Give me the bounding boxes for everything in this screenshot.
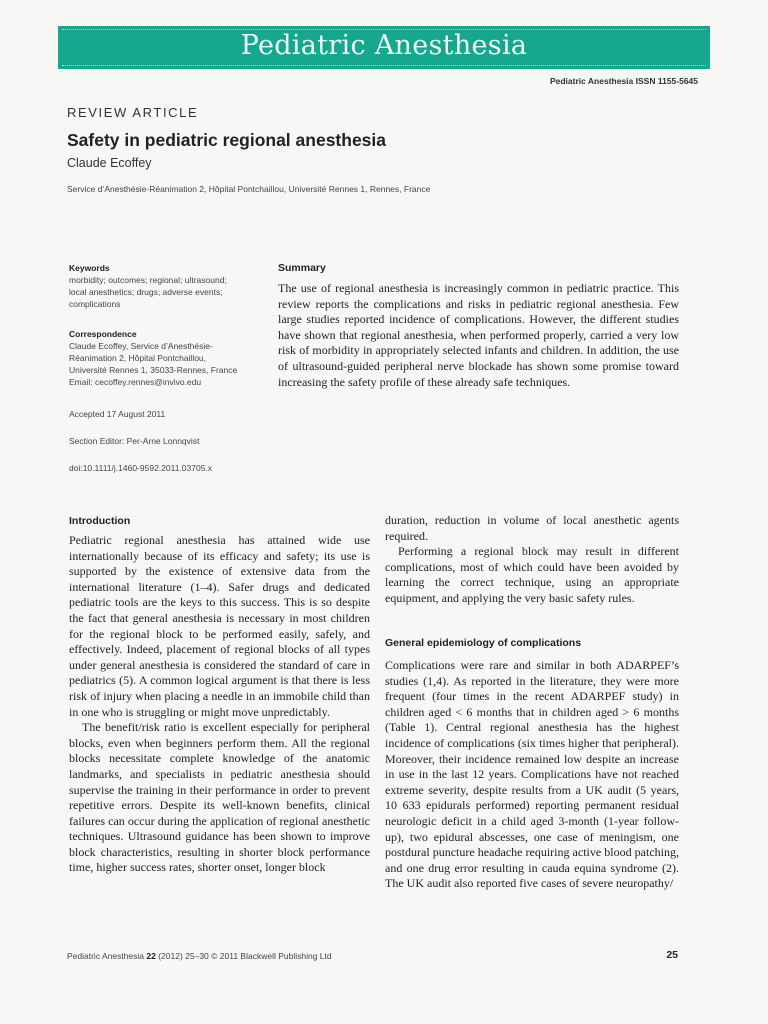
epidemiology-heading: General epidemiology of complications xyxy=(385,637,582,649)
footer-citation xyxy=(67,951,332,961)
journal-title: Pediatric Anesthesia xyxy=(240,30,528,61)
section-editor: Section Editor: Per-Arne Lonnqvist xyxy=(69,436,200,446)
keywords-line: complications xyxy=(69,299,121,309)
keywords-line: morbidity; outcomes; regional; ultrasound; xyxy=(69,275,227,285)
right-paragraph-2: Performing a regional block may result in different complications, most of which could have been avoided by learning the correct technique, using an appropriate equipment, and applying the very basic safety rules. xyxy=(385,544,679,605)
correspondence-email[interactable]: Email: cecoffey.rennes@invivo.edu xyxy=(69,377,202,387)
correspondence-line: Claude Ecoffey, Service d’Anesthésie- xyxy=(69,341,213,351)
author-affiliation: Service d’Anesthésie-Réanimation 2, Hôpital Pontchaillou, Université Rennes 1, Rennes, France xyxy=(67,184,431,194)
article-type: REVIEW ARTICLE xyxy=(67,105,199,120)
journal-banner xyxy=(58,26,710,69)
left-column xyxy=(69,533,370,876)
correspondence-heading: Correspondence xyxy=(69,329,137,339)
article-title: Safety in pediatric regional anesthesia xyxy=(67,130,386,150)
page-number: 25 xyxy=(666,949,678,961)
keywords-line: local anesthetics; drugs; adverse events; xyxy=(69,287,223,297)
footer-volume: 22 xyxy=(146,951,156,961)
footer-rest: (2012) 25–30 © 2011 Blackwell Publishing Ltd xyxy=(155,951,332,961)
introduction-heading: Introduction xyxy=(69,515,131,527)
correspondence-line: Université Rennes 1, 35033-Rennes, France xyxy=(69,365,238,375)
summary-text: The use of regional anesthesia is increasingly common in pediatric practice. This review reports the complications and risks in pediatric regional anesthesia. Few large studies reported incidence of complications. However, the different studies have shown that regional anesthesia, when performed properly, carried a very low risk of morbidity in appropriately selected infants and children. In addition, the use of ultrasound-guided peripheral nerve blockade has shown some promise toward increasing the safety profile of these already safe techniques. xyxy=(278,281,679,389)
intro-paragraph-1: Pediatric regional anesthesia has attained wide use internationally because of its efficacy and safety; its use is supported by the existence of extensive data from the international literature (1–4). Safer drugs and dedicated pediatric tools are the keys to this success. This is so despite the fact that general anesthesia is necessary in most children for the regional block to be performed easily, safely, and effectively. Indeed, placement of regional blocks of all types under general anesthesia is considered the standard of care in pediatrics (5). A common logical argument is that there is less risk of injury when placing a needle in an immobile child than in one who is struggling or might move unpredictably. xyxy=(69,533,370,719)
footer-journal: Pediatric Anesthesia xyxy=(67,951,147,961)
keywords-heading: Keywords xyxy=(69,263,110,273)
correspondence-line: Réanimation 2, Hôpital Pontchaillou, xyxy=(69,353,207,363)
journal-issn: Pediatric Anesthesia ISSN 1155-5645 xyxy=(549,76,698,86)
epidemiology-paragraph-1: Complications were rare and similar in both ADARPEF’s studies (1,4). As reported in the literature, they were more frequent (four times in the recent ADARPEF study) in children aged < 6 months that in children aged > 6 months (Table 1). Central regional anesthesia has the highest incidence of complications (six times higher that peripheral). Moreover, their incidence remained low despite an increase in use in the last 12 years. Complications have not reached extreme severity, despite results from a UK audit (5 years, 10 633 epidurals performed) reporting permanent residual neurologic deficit in a child aged 3-month (1-year follow-up), two epidural abscesses, one case of meningism, one postdural puncture headache requiring active blood patching, and one drug error resulting in cauda equina syndrome (2). The UK audit also reported five cases of severe neuropathy/ xyxy=(385,658,679,891)
doi-link[interactable]: doi:10.1111/j.1460-9592.2011.03705.x xyxy=(69,463,213,473)
correspondence-block xyxy=(69,328,279,388)
right-column-top xyxy=(385,513,679,607)
intro-paragraph-2: The benefit/risk ratio is excellent especially for peripheral blocks, even when beginners perform them. All the regional blocks necessitate complete knowledge of the anatomic landmarks, and specialists in pediatric anesthesia should supervise the training in their performance in order to prevent repetitive errors. Despite its well-known benefits, clinical failures can occur during the application of regional anesthetic techniques. Ultrasound guidance has been shown to improve block characteristics, resulting in shorter block performance time, higher success rates, shorter onset, longer block xyxy=(69,720,370,875)
summary-heading: Summary xyxy=(278,262,326,274)
accepted-date: Accepted 17 August 2011 xyxy=(69,409,166,419)
keywords-block xyxy=(69,262,279,310)
author-name: Claude Ecoffey xyxy=(67,156,152,170)
right-paragraph-1: duration, reduction in volume of local anesthetic agents required. xyxy=(385,513,679,543)
right-column-bottom xyxy=(385,658,679,892)
